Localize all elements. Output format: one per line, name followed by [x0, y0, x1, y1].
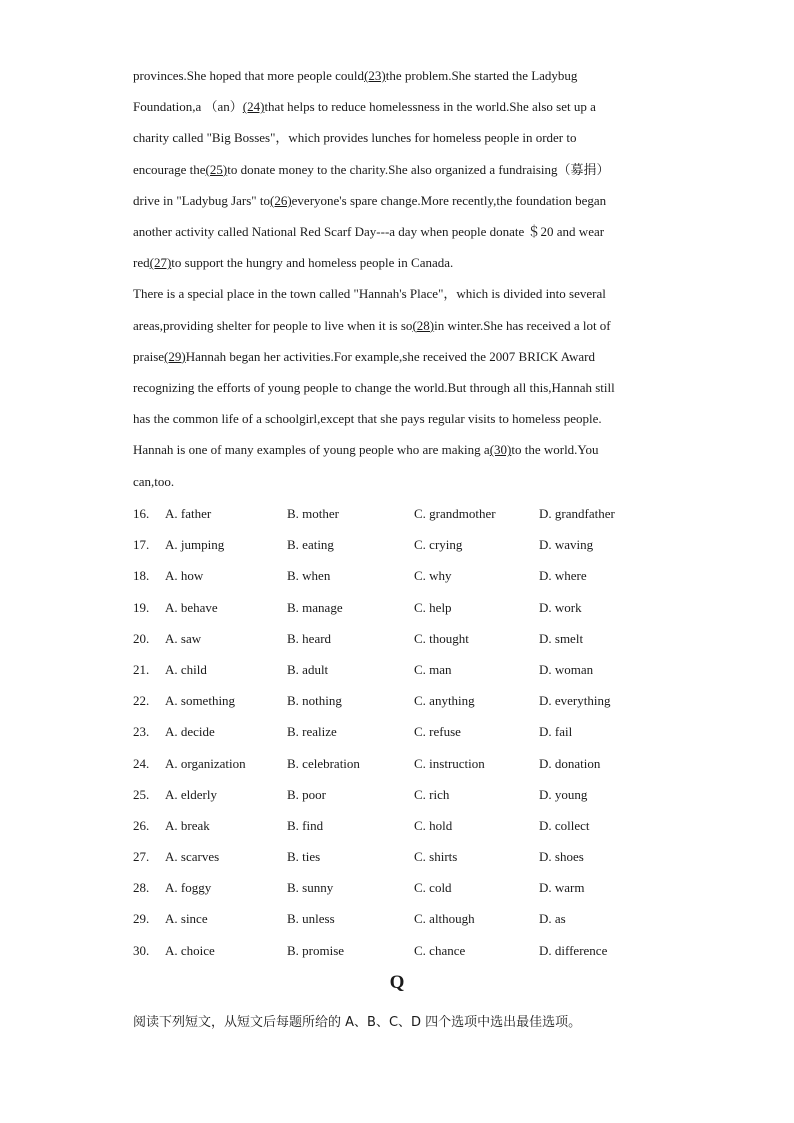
passage-line	[133, 403, 673, 434]
option-d: D. warm	[539, 880, 585, 896]
question-row	[133, 685, 693, 716]
option-a: A. since	[165, 911, 208, 927]
passage-line	[133, 122, 673, 153]
passage-text-segment: recognizing the efforts of young people to change the world.But through all this,Hannah still	[133, 380, 615, 396]
passage-text-segment: encourage the	[133, 161, 206, 177]
question-number: 26.	[133, 817, 150, 833]
passage-line	[133, 466, 673, 497]
question-row	[133, 529, 693, 560]
passage-line	[133, 216, 673, 247]
passage-text-segment: can,too.	[133, 473, 175, 489]
passage-text-segment: another activity called National Red Scarf Day---a day when people donate ＄20 and wear	[133, 224, 605, 240]
passage-text-segment: There is a special place in the town called "Hannah's Place"，which is divided into several	[133, 286, 606, 302]
option-d: D. work	[539, 599, 582, 615]
option-d: D. fail	[539, 724, 573, 740]
passage-text-segment: has the common life of a schoolgirl,except that she pays regular visits to homeless people.	[133, 411, 602, 427]
option-a: A. behave	[165, 599, 218, 615]
passage-line	[133, 60, 673, 91]
option-b: B. promise	[287, 942, 345, 958]
option-b: B. mother	[287, 506, 339, 521]
option-a: A. organization	[165, 755, 246, 771]
option-b: B. eating	[287, 537, 334, 553]
option-b: B. adult	[287, 661, 329, 677]
blank-number: (25)	[205, 161, 228, 177]
option-d: D. smelt	[539, 630, 584, 646]
passage-text-segment: Hannah began her activities.For example,she received the 2007 BRICK Award	[185, 348, 595, 364]
question-options-list	[133, 498, 693, 966]
question-row	[133, 935, 693, 966]
question-row	[133, 748, 693, 779]
option-a: A. father	[165, 506, 212, 521]
passage-text-segment: that helps to reduce homelessness in the world.She also set up a	[264, 99, 596, 115]
option-c: C. refuse	[414, 724, 461, 740]
question-row	[133, 841, 693, 872]
passage-text-segment: the problem.She started the Ladybug	[385, 68, 578, 83]
blank-number: (30)	[489, 442, 512, 458]
question-number: 20.	[133, 630, 150, 646]
question-number: 17.	[133, 537, 150, 553]
option-d: D. difference	[539, 942, 608, 958]
passage-line	[133, 434, 673, 465]
option-b: B. manage	[287, 599, 343, 615]
option-b: B. heard	[287, 630, 332, 646]
question-row	[133, 810, 693, 841]
section-heading: Q	[389, 972, 405, 993]
option-c: C. anything	[414, 693, 475, 709]
passage-line	[133, 154, 673, 185]
option-a: A. choice	[165, 942, 215, 958]
question-row	[133, 498, 693, 529]
passage-text-segment: in winter.She has received a lot of	[434, 317, 611, 333]
passage-text-segment: to support the hungry and homeless people in Canada.	[171, 255, 454, 271]
option-d: D. collect	[539, 817, 590, 833]
question-number: 25.	[133, 786, 150, 802]
option-d: D. young	[539, 786, 588, 802]
option-c: C. thought	[414, 630, 469, 646]
option-c: C. hold	[414, 817, 453, 833]
passage-line	[133, 372, 673, 403]
passage-line	[133, 278, 673, 309]
option-a: A. decide	[165, 724, 215, 740]
option-d: D. where	[539, 568, 587, 584]
option-c: C. grandmother	[414, 506, 496, 521]
question-number: 16.	[133, 506, 150, 521]
section-instruction: 阅读下列短文，从短文后每题所给的 A、B、C、D 四个选项中选出最佳选项。	[133, 1015, 582, 1030]
question-row	[133, 872, 693, 903]
passage-text-segment: areas,providing shelter for people to live when it is so	[133, 317, 413, 333]
passage-text-segment: charity called "Big Bosses"，which provides lunches for homeless people in order to	[133, 130, 577, 146]
blank-number: (29)	[164, 348, 186, 364]
option-c: C. help	[414, 599, 452, 615]
question-number: 22.	[133, 693, 150, 709]
passage-line	[133, 341, 673, 372]
option-d: D. donation	[539, 755, 601, 771]
passage-text-segment: praise	[133, 348, 165, 364]
question-row	[133, 654, 693, 685]
blank-number: (26)	[269, 192, 292, 208]
option-a: A. break	[165, 817, 210, 833]
option-d: D. woman	[539, 661, 594, 677]
passage-text-segment: Hannah is one of many examples of young people who are making a	[133, 442, 490, 458]
question-row	[133, 903, 693, 934]
option-c: C. why	[414, 568, 452, 584]
option-a: A. child	[165, 661, 207, 677]
passage-text	[133, 60, 673, 497]
question-row	[133, 716, 693, 747]
passage-text-segment: provinces.She hoped that more people could	[133, 68, 365, 83]
option-d: D. as	[539, 911, 566, 927]
blank-number: (24)	[242, 99, 265, 115]
question-number: 30.	[133, 942, 150, 958]
option-c: C. crying	[414, 537, 463, 553]
option-b: B. poor	[287, 786, 326, 802]
option-b: B. realize	[287, 724, 337, 740]
option-b: B. celebration	[287, 755, 360, 771]
question-row	[133, 623, 693, 654]
question-number: 18.	[133, 568, 150, 584]
option-a: A. how	[165, 568, 204, 584]
passage-text-segment: drive in "Ladybug Jars" to	[133, 192, 270, 208]
option-a: A. something	[165, 693, 236, 709]
passage-line	[133, 185, 673, 216]
option-d: D. grandfather	[539, 506, 615, 521]
option-a: A. jumping	[165, 537, 225, 553]
question-row	[133, 560, 693, 591]
question-number: 29.	[133, 911, 150, 927]
option-a: A. saw	[165, 630, 202, 646]
option-d: D. shoes	[539, 849, 584, 865]
option-b: B. find	[287, 817, 324, 833]
question-number: 23.	[133, 724, 150, 740]
passage-text-segment: red	[133, 255, 150, 271]
option-c: C. rich	[414, 786, 450, 802]
option-c: C. cold	[414, 880, 452, 896]
passage-text-segment: to the world.You	[511, 442, 599, 458]
option-b: B. when	[287, 568, 331, 584]
question-row	[133, 779, 693, 810]
passage-text-segment: Foundation,a （an）	[133, 99, 243, 115]
option-c: C. man	[414, 661, 452, 677]
blank-number: (27)	[149, 255, 172, 271]
option-b: B. ties	[287, 849, 321, 865]
passage-text-segment: everyone's spare change.More recently,the foundation began	[291, 192, 607, 208]
option-c: C. instruction	[414, 755, 485, 771]
passage-line	[133, 91, 673, 122]
question-number: 21.	[133, 661, 150, 677]
question-number: 27.	[133, 849, 150, 865]
question-row	[133, 592, 693, 623]
option-d: D. everything	[539, 693, 611, 709]
option-b: B. unless	[287, 911, 335, 927]
question-number: 24.	[133, 755, 150, 771]
option-b: B. nothing	[287, 693, 342, 709]
option-b: B. sunny	[287, 880, 334, 896]
blank-number: (28)	[412, 317, 435, 333]
option-a: A. elderly	[165, 786, 217, 802]
passage-line	[133, 247, 673, 278]
question-number: 19.	[133, 599, 150, 615]
option-c: C. shirts	[414, 849, 458, 865]
passage-text-segment: to donate money to the charity.She also organized a fundraising（募捐）	[227, 161, 610, 177]
option-a: A. foggy	[165, 880, 212, 896]
option-a: A. scarves	[165, 849, 220, 865]
question-number: 28.	[133, 880, 150, 896]
option-c: C. although	[414, 911, 475, 927]
option-c: C. chance	[414, 942, 466, 958]
passage-line	[133, 310, 673, 341]
option-d: D. waving	[539, 537, 594, 553]
blank-number: (23)	[364, 68, 386, 83]
